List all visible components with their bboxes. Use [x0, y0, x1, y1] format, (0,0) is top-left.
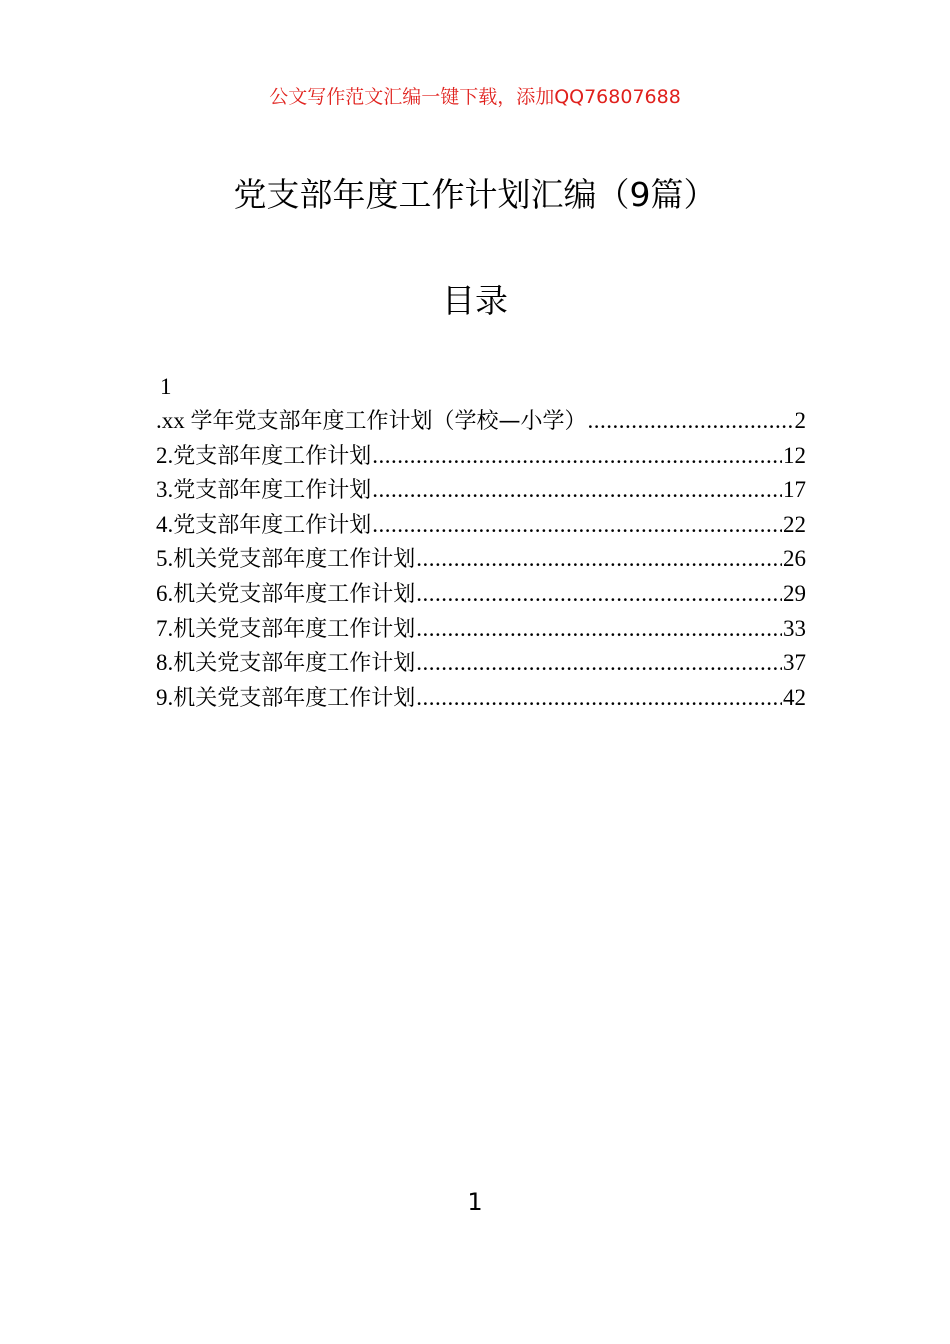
toc-heading: 目录 — [442, 281, 508, 320]
toc-leader-dots — [372, 439, 782, 474]
toc-leader-dots — [372, 473, 782, 508]
toc-entry-prefix: 6. — [156, 580, 174, 606]
toc-entry[interactable] — [156, 439, 806, 474]
toc-leader-dots — [416, 612, 782, 647]
toc-entry-label — [156, 681, 415, 717]
toc-entry-label — [156, 404, 587, 440]
toc-entry-text: 党支部年度工作计划 — [173, 443, 372, 469]
toc-leader-dots — [416, 542, 782, 577]
toc-entry-text: 学年党支部年度工作计划（学校—小学） — [190, 409, 587, 434]
header-banner: 公文写作范文汇编一键下载，添加QQ76807688 — [269, 86, 681, 108]
toc-entry-page: 37 — [783, 650, 806, 676]
toc-entry-text: 党支部年度工作计划 — [173, 512, 372, 538]
toc-entry-page: 42 — [783, 684, 806, 710]
toc-entry-text: 机关党支部年度工作计划 — [173, 547, 416, 573]
toc-entry-prefix: .xx — [156, 408, 191, 433]
toc-entry[interactable] — [156, 404, 806, 439]
toc-entry-text: 机关党支部年度工作计划 — [173, 651, 416, 677]
toc-entry-prefix: 2. — [156, 442, 174, 468]
page-number: 1 — [467, 1188, 483, 1216]
toc-leader-dots — [416, 681, 782, 716]
toc-entry-text: 党支部年度工作计划 — [173, 478, 372, 504]
toc-entry[interactable] — [156, 612, 806, 647]
toc-entry-prefix: 3. — [156, 477, 174, 503]
toc-entry[interactable] — [156, 473, 806, 508]
toc-leader-dots — [588, 404, 794, 439]
toc-entry-text: 机关党支部年度工作计划 — [173, 685, 416, 711]
toc-entry[interactable] — [156, 646, 806, 681]
toc-entry-page: 26 — [783, 546, 806, 572]
toc-entry-text: 机关党支部年度工作计划 — [173, 616, 416, 642]
toc-entry-label — [156, 646, 415, 682]
toc-leader-dots — [372, 508, 782, 543]
toc-entry-label — [156, 508, 371, 544]
toc-entry-page: 2 — [794, 408, 806, 433]
toc-entry-prefix: 9. — [156, 684, 174, 710]
toc-entry-page: 29 — [783, 580, 806, 606]
toc-leader-dots — [416, 577, 782, 612]
toc-leader-dots — [416, 646, 782, 681]
toc-entry-label — [156, 439, 371, 475]
toc-entry[interactable] — [156, 577, 806, 612]
toc-entry-text: 机关党支部年度工作计划 — [173, 581, 416, 607]
toc-entry-prefix: 5. — [156, 546, 174, 572]
toc-entry-prefix: 4. — [156, 511, 174, 537]
toc-entry-label — [156, 542, 415, 578]
toc-first-number: 1 — [160, 374, 172, 399]
table-of-contents — [156, 370, 806, 715]
toc-entry-prefix: 8. — [156, 650, 174, 676]
document-title: 党支部年度工作计划汇编（9篇） — [233, 175, 717, 214]
toc-entry[interactable] — [156, 681, 806, 716]
toc-entry[interactable] — [156, 542, 806, 577]
toc-entry-page: 22 — [783, 511, 806, 537]
toc-entry-page: 17 — [783, 477, 806, 503]
toc-entry-page: 33 — [783, 615, 806, 641]
toc-entry-label — [156, 577, 415, 613]
toc-entry[interactable] — [156, 508, 806, 543]
toc-entry-label — [156, 612, 415, 648]
toc-entry-label — [156, 473, 371, 509]
toc-entry-prefix: 7. — [156, 615, 174, 641]
toc-entry-page: 12 — [783, 442, 806, 468]
